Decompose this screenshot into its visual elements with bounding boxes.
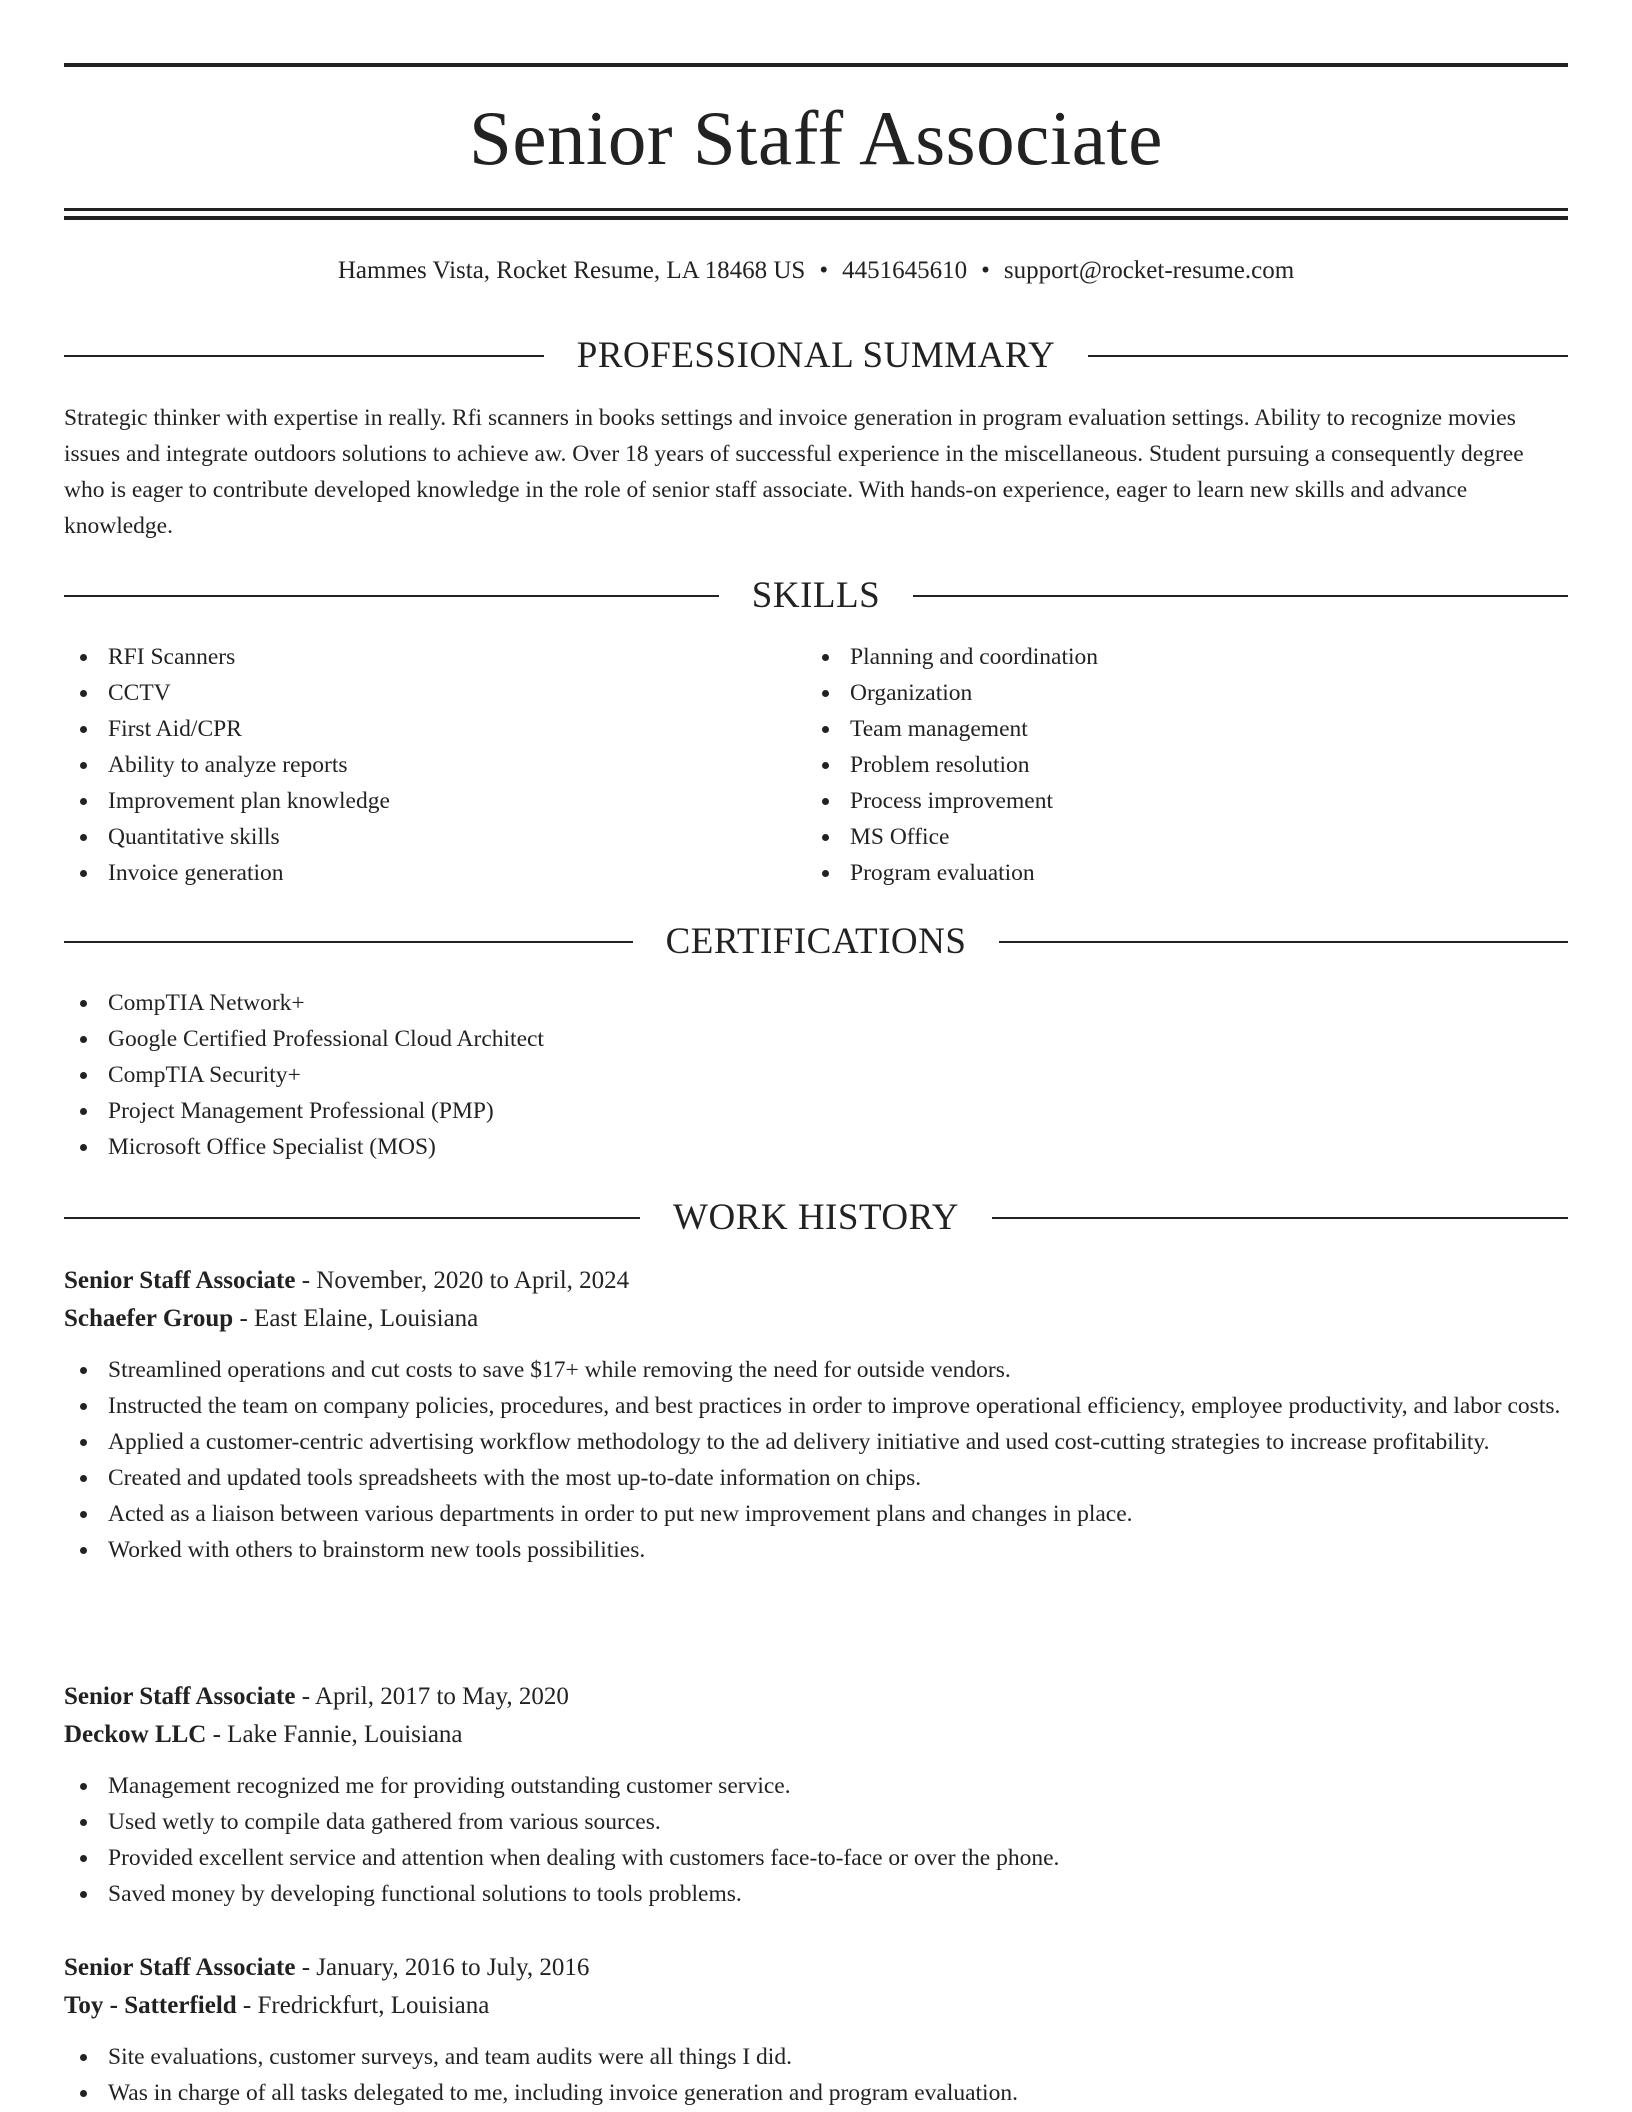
skill-item: CCTV (64, 675, 764, 711)
heading-rule-left (64, 355, 544, 357)
job-company: Toy - Satterfield (64, 1992, 237, 2019)
job-title-line (64, 1678, 1568, 1716)
contact-address: Hammes Vista, Rocket Resume, LA 18468 US (337, 257, 806, 284)
job-title-line (64, 1262, 1568, 1300)
job-bullet: Acted as a liaison between various departments in order to put new improvement plans and changes in place. (64, 1496, 1568, 1532)
job-bullet: Site evaluations, customer surveys, and team audits were all things I did. (64, 2039, 1568, 2075)
skill-item: Improvement plan knowledge (64, 783, 764, 819)
job-entry (64, 1678, 1568, 1912)
certification-item: Microsoft Office Specialist (MOS) (64, 1129, 1164, 1165)
job-location: - Fredrickfurt, Louisiana (236, 1992, 490, 2019)
job-bullet: Used wetly to compile data gathered from various sources. (64, 1804, 1568, 1840)
job-bullet: Created and updated tools spreadsheets with the most up-to-date information on chips. (64, 1460, 1568, 1496)
skill-item: Process improvement (806, 783, 1506, 819)
section-heading-skills (64, 574, 1568, 618)
section-title-certifications: CERTIFICATIONS (665, 921, 967, 962)
top-rule (64, 63, 1568, 67)
job-bullets (64, 1352, 1568, 1568)
job-dates: - April, 2017 to May, 2020 (295, 1683, 569, 1710)
skill-item: RFI Scanners (64, 639, 764, 675)
resume-title: Senior Staff Associate (469, 95, 1163, 181)
job-title: Senior Staff Associate (64, 1954, 296, 1981)
skill-item: Ability to analyze reports (64, 747, 764, 783)
contact-phone: 4451645610 (842, 257, 968, 284)
job-bullet: Worked with others to brainstorm new tools possibilities. (64, 1532, 1568, 1568)
skill-item: Planning and coordination (806, 639, 1506, 675)
contact-separator: • (981, 257, 990, 284)
job-bullet: Applied a customer-centric advertising workflow methodology to the ad delivery initiative and used cost-cutting strategies to increase profitability. (64, 1424, 1568, 1460)
section-heading-certifications (64, 920, 1568, 964)
heading-rule-right (992, 1217, 1568, 1219)
contact-separator: • (819, 257, 829, 284)
job-title: Senior Staff Associate (64, 1683, 296, 1710)
section-heading-summary (64, 334, 1568, 378)
job-title-line (64, 1949, 1568, 1987)
job-bullets (64, 2039, 1568, 2111)
heading-rule-left (64, 1217, 640, 1219)
job-location: - Lake Fannie, Louisiana (206, 1721, 463, 1748)
skill-item: Invoice generation (64, 855, 764, 891)
job-company-line (64, 1716, 1568, 1754)
job-dates: - November, 2020 to April, 2024 (295, 1267, 630, 1294)
title-double-rule (64, 208, 1568, 220)
job-company: Deckow LLC (64, 1721, 207, 1748)
heading-rule-right (913, 595, 1568, 597)
job-bullet: Saved money by developing functional solutions to tools problems. (64, 1876, 1568, 1912)
skills-list-right (806, 639, 1506, 891)
skill-item: Program evaluation (806, 855, 1506, 891)
certifications-list (64, 985, 1164, 1165)
section-title-summary: PROFESSIONAL SUMMARY (576, 335, 1056, 376)
job-company-line (64, 1987, 1568, 2025)
section-title-work-history: WORK HISTORY (673, 1197, 959, 1238)
heading-rule-right (1088, 355, 1568, 357)
job-title: Senior Staff Associate (64, 1267, 296, 1294)
job-entry (64, 1949, 1568, 2111)
certification-item: Google Certified Professional Cloud Architect (64, 1021, 1164, 1057)
contact-line (64, 254, 1568, 288)
job-bullet: Was in charge of all tasks delegated to me, including invoice generation and program evaluation. (64, 2075, 1568, 2111)
skill-item: Quantitative skills (64, 819, 764, 855)
heading-rule-left (64, 595, 719, 597)
job-location: - East Elaine, Louisiana (233, 1305, 479, 1332)
skill-item: Team management (806, 711, 1506, 747)
section-title-skills: SKILLS (751, 575, 881, 616)
job-company: Schaefer Group (64, 1305, 234, 1332)
job-bullet: Provided excellent service and attention when dealing with customers face-to-face or over the phone. (64, 1840, 1568, 1876)
heading-rule-left (64, 941, 633, 943)
job-bullet: Instructed the team on company policies, procedures, and best practices in order to improve operational efficiency, employee productivity, and labor costs. (64, 1388, 1568, 1424)
skill-item: MS Office (806, 819, 1506, 855)
skill-item: Problem resolution (806, 747, 1506, 783)
job-company-line (64, 1300, 1568, 1338)
job-bullet: Streamlined operations and cut costs to save $17+ while removing the need for outside vendors. (64, 1352, 1568, 1388)
certification-item: CompTIA Security+ (64, 1057, 1164, 1093)
skill-item: First Aid/CPR (64, 711, 764, 747)
contact-email: support@rocket-resume.com (1003, 257, 1295, 284)
job-bullet: Management recognized me for providing outstanding customer service. (64, 1768, 1568, 1804)
skill-item: Organization (806, 675, 1506, 711)
job-dates: - January, 2016 to July, 2016 (295, 1954, 590, 1981)
summary-paragraph: Strategic thinker with expertise in really. Rfi scanners in books settings and invoice generation in program evaluation settings. Ability to recognize movies issues and integrate outdoors solutions to achieve aw. Over 18 years of successful experience in the miscellaneous. Student pursuing a consequently degree who is eager to contribute developed knowledge in the role of senior staff associate. With hands-on experience, eager to learn new skills and advance knowledge. (64, 405, 1524, 539)
job-bullets (64, 1768, 1568, 1912)
certification-item: CompTIA Network+ (64, 985, 1164, 1021)
certification-item: Project Management Professional (PMP) (64, 1093, 1164, 1129)
section-heading-work-history (64, 1196, 1568, 1240)
job-entry (64, 1262, 1568, 1568)
heading-rule-right (999, 941, 1568, 943)
skills-list-left (64, 639, 764, 891)
